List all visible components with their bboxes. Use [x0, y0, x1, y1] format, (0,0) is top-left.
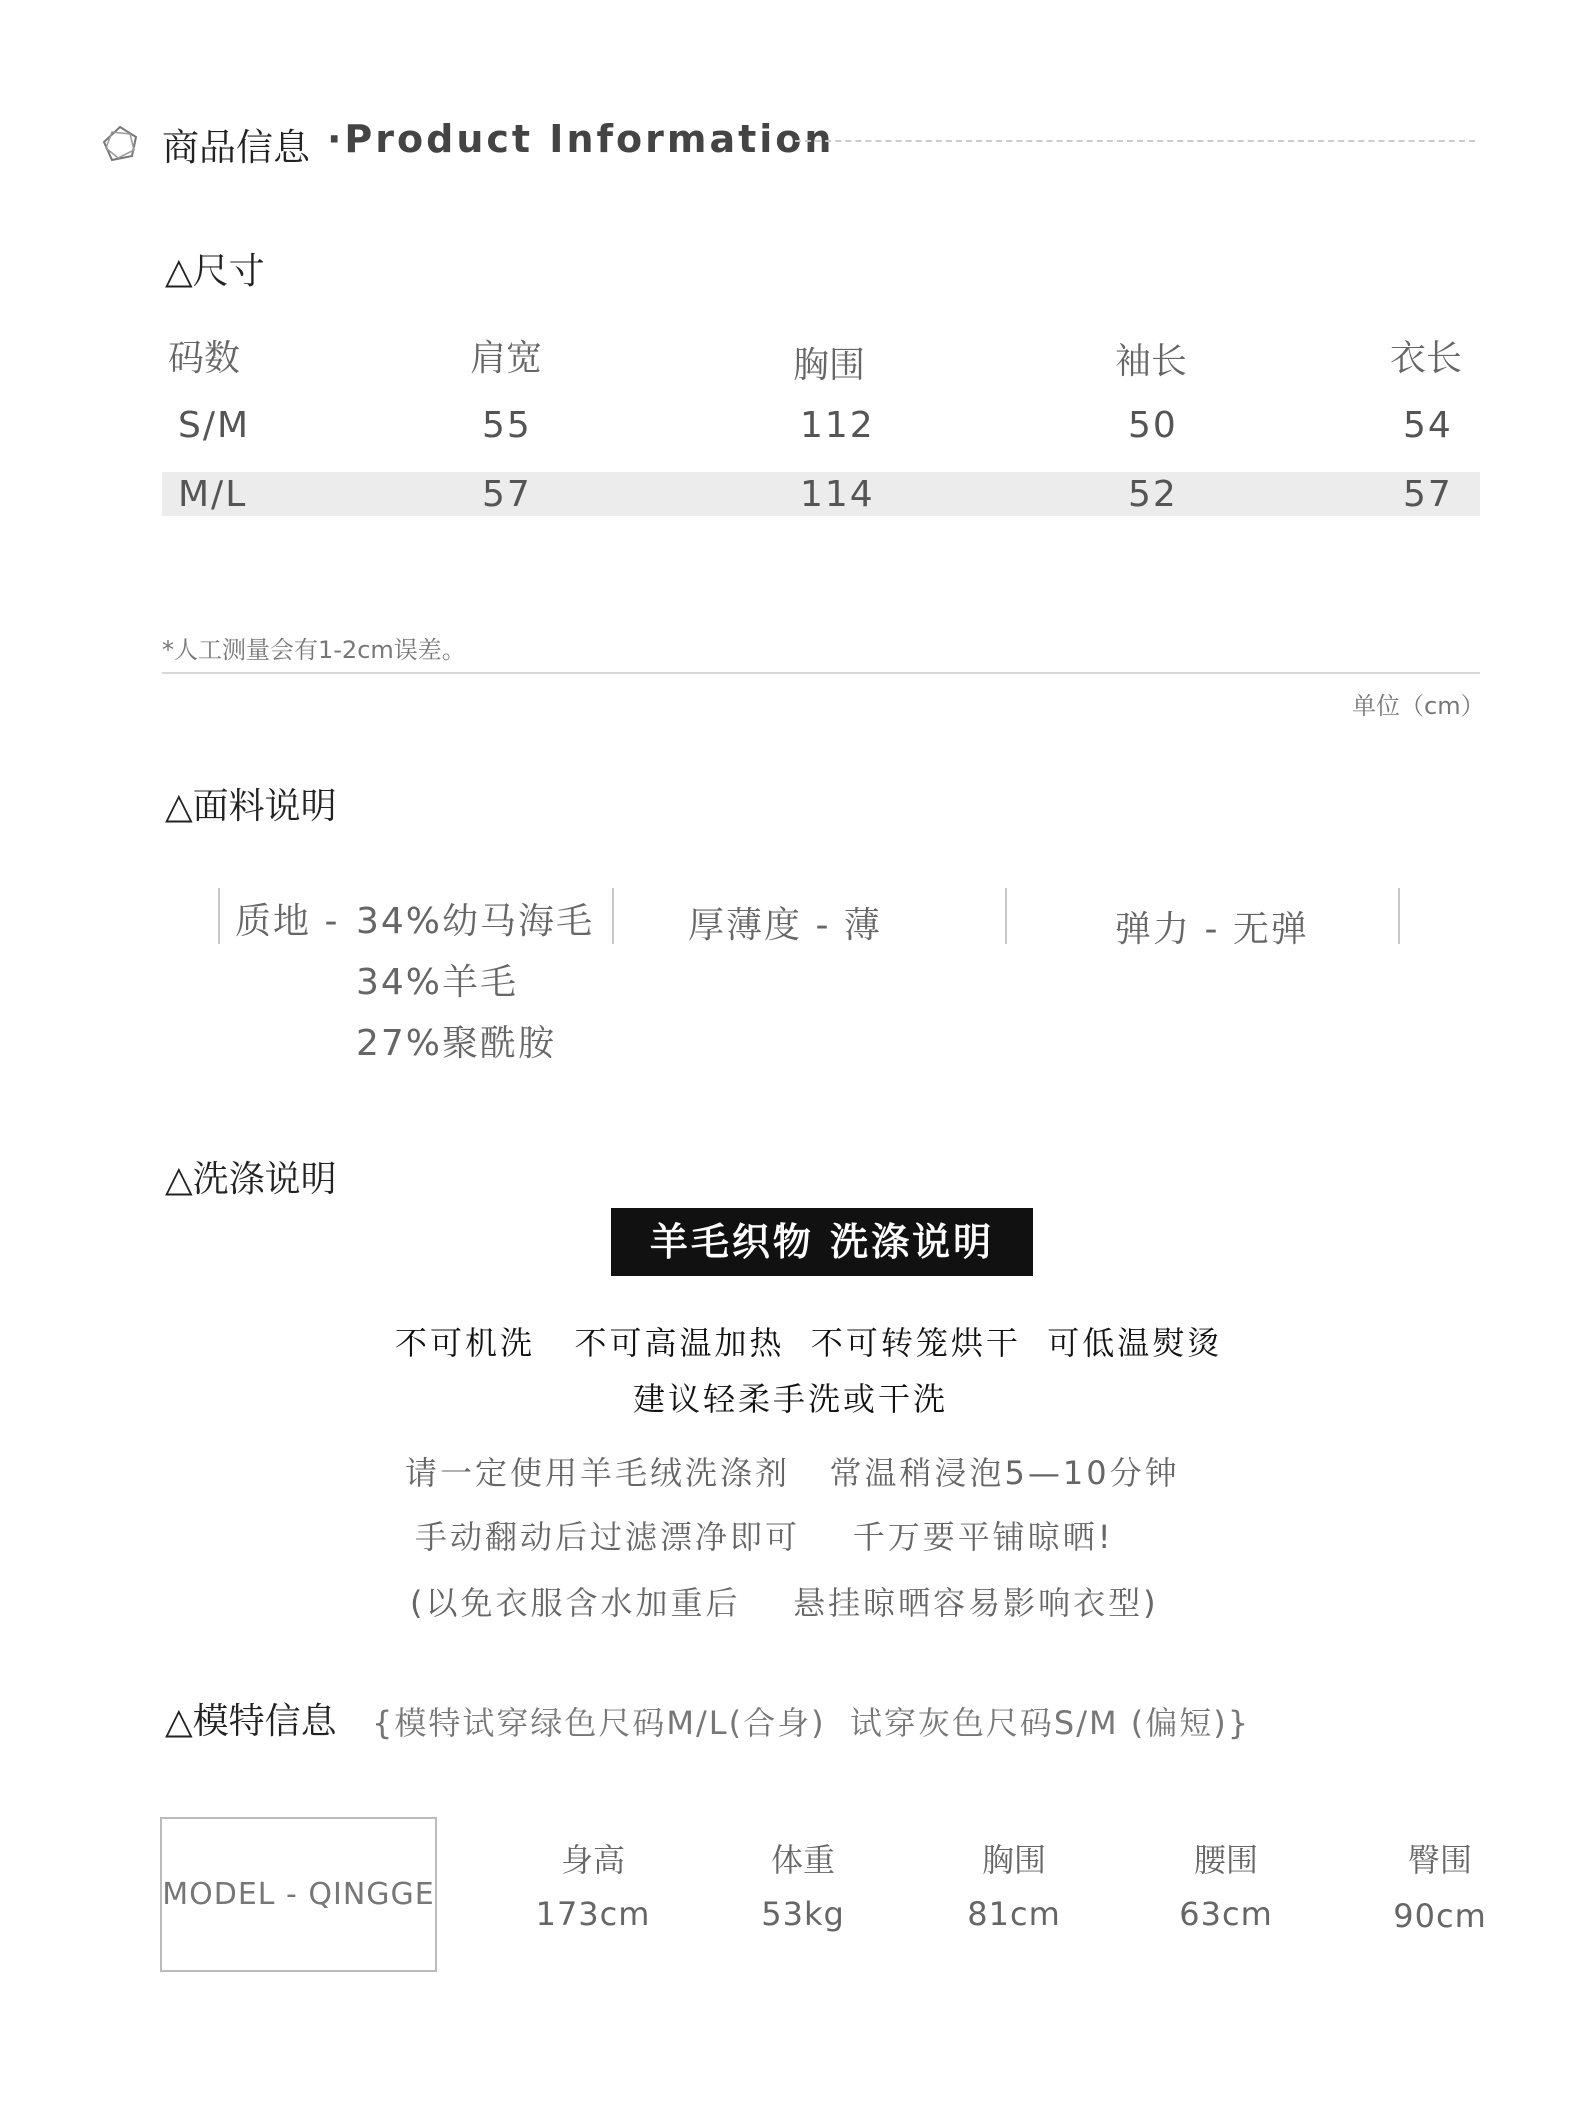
model-stat-value: 81cm: [967, 1895, 1061, 1933]
model-stat-value: 173cm: [535, 1895, 651, 1933]
size-col-header: 肩宽: [470, 338, 543, 379]
header-title-en: ·Product Information: [327, 117, 835, 161]
fabric-divider: [1005, 888, 1007, 944]
wash-line: (以免衣服含水加重后 悬挂晾晒容易影响衣型): [410, 1584, 1159, 1622]
wash-section-title: △洗涤说明: [165, 1159, 337, 1200]
size-cell: S/M: [178, 405, 251, 446]
model-stat-value: 63cm: [1179, 1895, 1273, 1933]
model-name: MODEL - QINGGE: [162, 1877, 435, 1912]
size-section-title: △尺寸: [165, 251, 265, 292]
fabric-divider: [218, 888, 220, 944]
model-stat-value: 53kg: [761, 1895, 845, 1933]
model-stat-label: 臀围: [1407, 1841, 1472, 1879]
model-section-subtitle: {模特试穿绿色尺码M/L(合身) 试穿灰色尺码S/M (偏短)}: [372, 1704, 1251, 1742]
model-stat-value: 90cm: [1393, 1897, 1487, 1935]
header-title-cn: 商品信息: [162, 126, 310, 169]
size-cell: 114: [800, 474, 875, 515]
size-col-header: 袖长: [1115, 341, 1188, 382]
size-cell: 112: [800, 405, 875, 446]
material-item: 34%幼马海毛: [356, 901, 595, 942]
size-cell: 55: [482, 405, 532, 446]
wash-line: 请一定使用羊毛绒洗涤剂 常温稍浸泡5—10分钟: [405, 1454, 1180, 1492]
model-stat-label: 胸围: [981, 1841, 1046, 1879]
thickness-info: 厚薄度 - 薄: [688, 905, 882, 946]
fabric-divider: [1398, 888, 1400, 944]
material-item: 34%羊毛: [356, 962, 519, 1003]
model-section-title: △模特信息: [165, 1701, 337, 1742]
size-cell: 54: [1403, 405, 1453, 446]
fabric-divider: [612, 888, 614, 944]
wash-line: 建议轻柔手洗或干洗: [633, 1380, 949, 1418]
polygon-outline-icon: [100, 124, 140, 164]
size-col-header: 码数: [168, 338, 241, 379]
model-name-box: [160, 1817, 437, 1972]
size-cell: 57: [482, 474, 532, 515]
fabric-section-title: △面料说明: [165, 786, 337, 827]
wash-badge: [611, 1208, 1033, 1276]
size-cell: M/L: [178, 474, 248, 515]
size-divider: [162, 672, 1480, 674]
wash-line: 不可机洗 不可高温加热 不可转笼烘干 可低温熨烫: [395, 1324, 1223, 1362]
measurement-note: *人工测量会有1-2cm误差。: [162, 636, 466, 664]
size-cell: 57: [1403, 474, 1453, 515]
elasticity-info: 弹力 - 无弹: [1115, 909, 1309, 950]
unit-label: 单位（cm）: [1352, 692, 1485, 720]
wash-badge-text: 羊毛织物 洗涤说明: [649, 1220, 995, 1264]
size-col-header: 胸围: [793, 345, 866, 386]
size-col-header: 衣长: [1390, 338, 1463, 379]
wash-line: 手动翻动后过滤漂净即可 千万要平铺晾晒!: [415, 1518, 1114, 1556]
model-stat-label: 体重: [770, 1841, 835, 1879]
model-stat-label: 腰围: [1193, 1841, 1258, 1879]
material-item: 27%聚酰胺: [356, 1023, 557, 1064]
size-cell: 50: [1128, 405, 1178, 446]
material-label: 质地 -: [235, 901, 340, 942]
model-stat-label: 身高: [560, 1841, 625, 1879]
header-dashed-divider: [795, 140, 1475, 142]
size-cell: 52: [1128, 474, 1178, 515]
